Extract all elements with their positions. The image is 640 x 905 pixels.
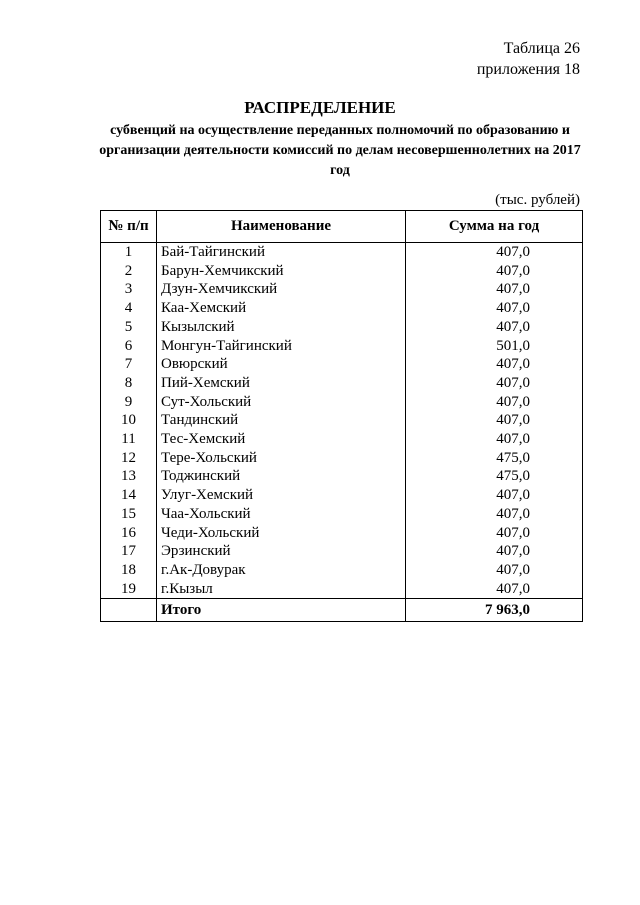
table-row xyxy=(101,449,583,468)
row-number: 15 xyxy=(101,505,157,524)
row-sum: 475,0 xyxy=(406,467,583,486)
total-row xyxy=(101,599,583,622)
row-sum: 407,0 xyxy=(406,524,583,543)
table-row xyxy=(101,393,583,412)
table-row xyxy=(101,299,583,318)
row-sum: 407,0 xyxy=(406,318,583,337)
row-sum: 407,0 xyxy=(406,580,583,599)
row-number: 19 xyxy=(101,580,157,599)
table-row xyxy=(101,467,583,486)
row-name: Барун-Хемчикский xyxy=(157,262,406,281)
column-header-sum: Сумма на год xyxy=(406,211,583,243)
document-subtitle: субвенций на осуществление переданных полномочий по образованию и организации деятельности комиссий по делам несовершеннолетних на 2017 год xyxy=(99,123,581,178)
row-sum: 501,0 xyxy=(406,337,583,356)
table-reference xyxy=(477,38,580,80)
row-number: 16 xyxy=(101,524,157,543)
row-name: Тандинский xyxy=(157,411,406,430)
row-name: г.Ак-Довурак xyxy=(157,561,406,580)
row-name: Сут-Хольский xyxy=(157,393,406,412)
table-row xyxy=(101,561,583,580)
table-row xyxy=(101,337,583,356)
row-sum: 407,0 xyxy=(406,374,583,393)
row-name: Бай-Тайгинский xyxy=(157,243,406,262)
table-body xyxy=(101,243,583,622)
appendix-number: приложения 18 xyxy=(476,61,580,78)
row-name: Кызылский xyxy=(157,318,406,337)
table-row xyxy=(101,542,583,561)
row-number: 12 xyxy=(101,449,157,468)
row-number: 14 xyxy=(101,486,157,505)
table-number: Таблица 26 xyxy=(503,40,580,57)
row-name: Чеди-Хольский xyxy=(157,524,406,543)
table-row xyxy=(101,355,583,374)
row-name: Тере-Хольский xyxy=(157,449,406,468)
row-sum: 407,0 xyxy=(406,393,583,412)
row-sum: 407,0 xyxy=(406,505,583,524)
row-sum: 407,0 xyxy=(406,486,583,505)
row-sum: 475,0 xyxy=(406,449,583,468)
row-name: Дзун-Хемчикский xyxy=(157,280,406,299)
row-number: 11 xyxy=(101,430,157,449)
table-row xyxy=(101,524,583,543)
row-name: Пий-Хемский xyxy=(157,374,406,393)
table-row xyxy=(101,318,583,337)
row-name: г.Кызыл xyxy=(157,580,406,599)
row-sum: 407,0 xyxy=(406,280,583,299)
table-row xyxy=(101,580,583,599)
table-row xyxy=(101,374,583,393)
row-number: 5 xyxy=(101,318,157,337)
row-number: 17 xyxy=(101,542,157,561)
row-number: 4 xyxy=(101,299,157,318)
row-sum: 407,0 xyxy=(406,561,583,580)
row-name: Каа-Хемский xyxy=(157,299,406,318)
row-name: Тоджинский xyxy=(157,467,406,486)
column-header-number: № п/п xyxy=(101,211,157,243)
table-header-row xyxy=(101,211,583,243)
row-sum: 407,0 xyxy=(406,542,583,561)
row-number: 13 xyxy=(101,467,157,486)
total-number-cell xyxy=(101,599,157,622)
units-label: (тыс. рублей) xyxy=(495,192,580,208)
distribution-table xyxy=(100,210,583,622)
total-sum: 7 963,0 xyxy=(406,599,583,622)
row-number: 1 xyxy=(101,243,157,262)
row-sum: 407,0 xyxy=(406,411,583,430)
row-sum: 407,0 xyxy=(406,299,583,318)
row-sum: 407,0 xyxy=(406,262,583,281)
row-number: 8 xyxy=(101,374,157,393)
table-row xyxy=(101,505,583,524)
row-name: Монгун-Тайгинский xyxy=(157,337,406,356)
table-row xyxy=(101,262,583,281)
row-sum: 407,0 xyxy=(406,430,583,449)
table-row xyxy=(101,243,583,262)
row-number: 7 xyxy=(101,355,157,374)
row-number: 10 xyxy=(101,411,157,430)
row-sum: 407,0 xyxy=(406,355,583,374)
row-name: Улуг-Хемский xyxy=(157,486,406,505)
row-number: 3 xyxy=(101,280,157,299)
table-row xyxy=(101,411,583,430)
column-header-name: Наименование xyxy=(157,211,406,243)
document-title: РАСПРЕДЕЛЕНИЕ xyxy=(244,98,396,117)
row-number: 6 xyxy=(101,337,157,356)
table-row xyxy=(101,430,583,449)
row-sum: 407,0 xyxy=(406,243,583,262)
table-row xyxy=(101,280,583,299)
row-name: Тес-Хемский xyxy=(157,430,406,449)
row-number: 9 xyxy=(101,393,157,412)
row-name: Овюрский xyxy=(157,355,406,374)
row-name: Эрзинский xyxy=(157,542,406,561)
row-number: 2 xyxy=(101,262,157,281)
row-number: 18 xyxy=(101,561,157,580)
total-label: Итого xyxy=(157,599,406,622)
table-row xyxy=(101,486,583,505)
row-name: Чаа-Хольский xyxy=(157,505,406,524)
